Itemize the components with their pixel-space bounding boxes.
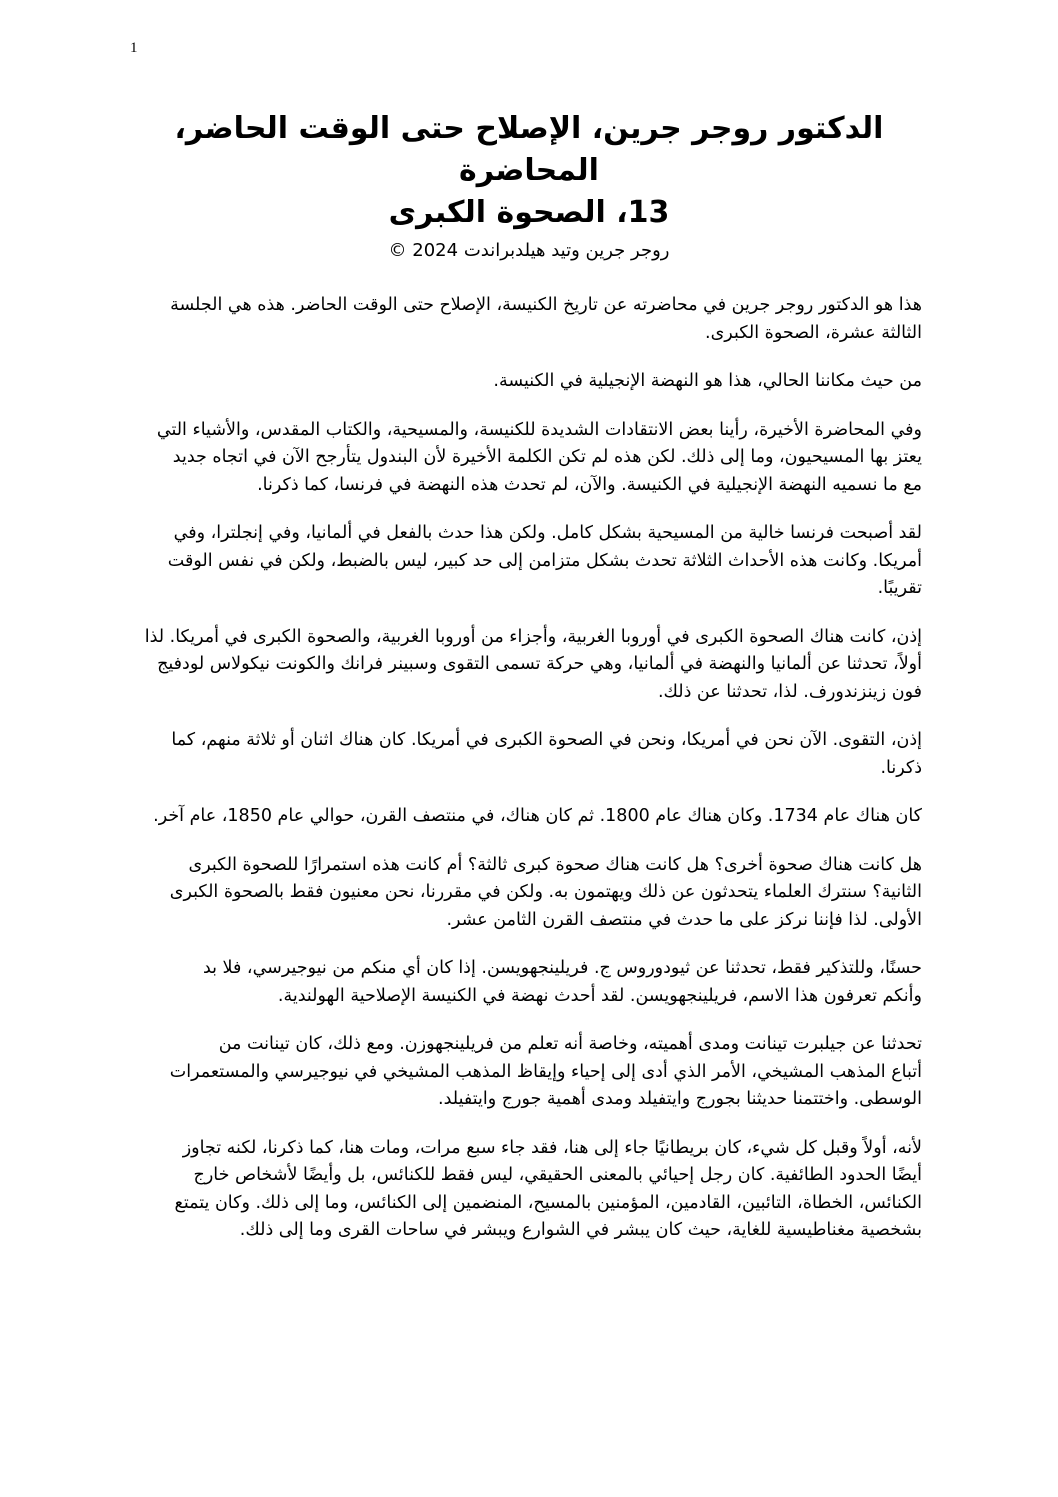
paragraph [137, 624, 922, 707]
document-body [137, 292, 922, 1245]
paragraph-line: وأنكم تعرفون هذا الاسم، فريلينجهويسن. لقد أحدث نهضة في الكنيسة الإصلاحية الهولندية. [277, 985, 922, 1006]
paragraph-line: هذا هو الدكتور روجر جرين في محاضرته عن تاريخ الكنيسة، الإصلاح حتى الوقت الحاضر. هذه هي الجلسة [170, 295, 922, 315]
paragraph [137, 520, 922, 603]
paragraph-line: حسنًا، وللتذكير فقط، تحدثنا عن ثيودوروس ج. فريلينجهويسن. إذا كان أي منكم من نيوجيرسي، فلا بد [202, 958, 922, 978]
paragraph-line: أولاً، تحدثنا عن ألمانيا والنهضة في ألمانيا، وهي حركة تسمى التقوى وسبينر فرانك والكونت نيكولاس لودفيج [157, 654, 922, 674]
paragraph-line: الأولى. لذا فإننا نركز على ما حدث في منتصف القرن الثامن عشر. [446, 909, 922, 930]
paragraph [137, 727, 922, 782]
paragraph-line: تحدثنا عن جيلبرت تينانت ومدى أهميته، وخاصة أنه تعلم من فريلينجهوزن. ومع ذلك، كان تينانت من [218, 1034, 922, 1054]
paragraph-line: بشخصية مغناطيسية للغاية، حيث كان يبشر في الشوارع ويبشر في ساحات القرى وما إلى ذلك. [239, 1220, 922, 1240]
paragraph-line: وفي المحاضرة الأخيرة، رأينا بعض الانتقادات الشديدة للكنيسة، والمسيحية، والكتاب المقدس، والأشياء التي [156, 419, 922, 440]
paragraph [137, 417, 922, 500]
paragraph-line: فون زينزندورف. لذا، تحدثنا عن ذلك. [657, 681, 922, 702]
paragraph-line: الثالثة عشرة، الصحوة الكبرى. [705, 322, 922, 343]
paragraph-line: هل كانت هناك صحوة أخرى؟ هل كانت هناك صحوة كبرى ثالثة؟ أم كانت هذه استمرارًا للصحوة الكبرى [188, 854, 922, 875]
paragraph-line: لأنه، أولاً وقبل كل شيء، كان بريطانيًا جاء إلى هنا، فقد جاء سبع مرات، ومات هنا، كما ذكرنا، لكنه تجاوز [182, 1137, 922, 1158]
paragraph-line: مع ما نسميه النهضة الإنجيلية في الكنيسة. والآن، لم تحدث هذه النهضة في فرنسا، كما ذكرنا. [257, 474, 922, 495]
paragraph [137, 955, 922, 1010]
paragraph-line: لقد أصبحت فرنسا خالية من المسيحية بشكل كامل. ولكن هذا حدث بالفعل في ألمانيا، وفي إنجلترا، وفي [173, 523, 922, 543]
paragraph-line: إذن، التقوى. الآن نحن في أمريكا، ونحن في الصحوة الكبرى في أمريكا. كان هناك اثنان أو ثلاثة منهم، كما [171, 730, 922, 750]
paragraph-line: إذن، كانت هناك الصحوة الكبرى في أوروبا الغربية، وأجزاء من أوروبا الغربية، والصحوة الكبرى في أمريكا. لذا [144, 626, 922, 647]
paragraph [137, 368, 922, 396]
paragraph-line: ذكرنا. [880, 757, 922, 778]
title-line-1: الدكتور روجر جرين، الإصلاح حتى الوقت الحاضر، المحاضرة [174, 111, 884, 188]
paragraph [137, 1031, 922, 1114]
paragraph [137, 1135, 922, 1245]
paragraph [137, 803, 922, 831]
paragraph-line: الثانية؟ سنترك العلماء يتحدثون عن ذلك ويهتمون به. ولكن في مقررنا، نحن معنيون فقط بالصحوة الكبرى [169, 882, 922, 902]
paragraph-line: أمريكا. وكانت هذه الأحداث الثلاثة تحدث بشكل متزامن إلى حد كبير، ليس بالضبط، ولكن في نفس الوقت [167, 550, 922, 571]
paragraph-line: يعتز بها المسيحيون، وما إلى ذلك. لكن هذه لم تكن الكلمة الأخيرة لأن البندول يتأرجح الآن في اتجاه جديد [172, 447, 922, 467]
paragraph-line: أيضًا الحدود الطائفية. كان رجل إحيائي بالمعنى الحقيقي، ليس فقط للكنائس، بل وأيضًا لأشخاص خارج [193, 1165, 922, 1185]
paragraph-line: كان هناك عام 1734. وكان هناك عام 1800. ثم كان هناك، في منتصف القرن، حوالي عام 1850، عام آخر. [153, 806, 922, 826]
paragraph-line: تقريبًا. [877, 578, 922, 598]
paragraph [137, 852, 922, 935]
paragraph-line: الكنائس، الخطاة، التائبين، القادمين، المؤمنين بالمسيح، المنضمين إلى الكنائس، وما إلى ذلك. وكان يتمتع [174, 1192, 922, 1213]
paragraph-line: أتباع المذهب المشيخي، الأمر الذي أدى إلى إحياء وإيقاظ المذهب المشيخي في نيوجيرسي والمستعمرات [169, 1061, 922, 1082]
paragraph-line: الوسطى. واختتمنا حديثنا بجورج وايتفيلد ومدى أهمية جورج وايتفيلد. [438, 1089, 922, 1109]
document-title [100, 108, 958, 234]
paragraph-line: من حيث مكاننا الحالي، هذا هو النهضة الإنجيلية في الكنيسة. [493, 371, 922, 391]
paragraph [137, 292, 922, 347]
copyright-byline: روجر جرين وتيد هيلدبراندت 2024 © [388, 240, 670, 261]
page-number: 1 [130, 40, 138, 56]
title-line-2: 13، الصحوة الكبرى [388, 195, 670, 230]
